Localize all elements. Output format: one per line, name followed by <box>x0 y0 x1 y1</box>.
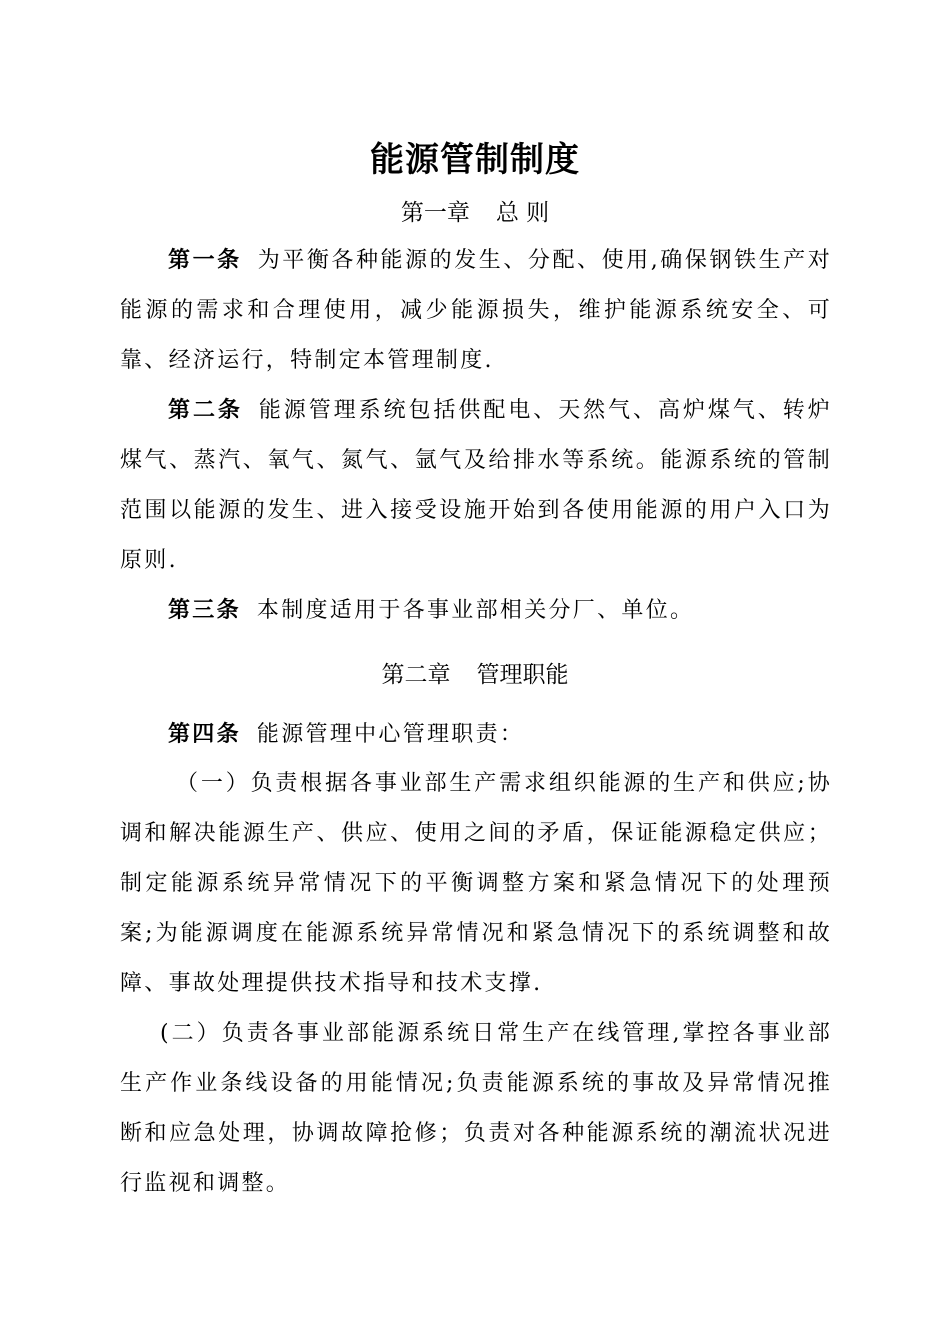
article-1 <box>120 235 832 386</box>
article-4-text: 能源管理中心管理职责： <box>256 722 525 747</box>
article-4-item-2: (二）负责各事业部能源系统日常生产在线管理,掌控各事业部生产作业条线设备的用能情况;负责能源系统的事故及异常情况推断和应急处理，协调故障抢修；负责对各种能源系统的潮流状况进行监视和调整。 <box>120 1021 832 1196</box>
article-4 <box>120 709 832 760</box>
chapter-2-title: 管理职能 <box>476 662 569 688</box>
chapter-1-number: 第一章 <box>400 200 470 226</box>
chapter-1-title: 总 则 <box>495 200 550 226</box>
article-1-text: 为平衡各种能源的发生、分配、使用,确保钢铁生产对能源的需求和合理使用，减少能源损失，维护能源系统安全、可靠、经济运行，特制定本管理制度. <box>120 248 832 373</box>
article-4-item-1: （一）负责根据各事业部生产需求组织能源的生产和供应;协调和解决能源生产、供应、使用之间的矛盾，保证能源稳定供应；制定能源系统异常情况下的平衡调整方案和紧急情况下的处理预案;为能源调度在能源系统异常情况和紧急情况下的系统调整和故障、事故处理提供技术指导和技术支撑. <box>120 771 832 996</box>
article-3 <box>120 585 832 636</box>
article-3-label: 第三条 <box>168 597 241 623</box>
article-2-label: 第二条 <box>168 397 243 423</box>
chapter-1-heading <box>0 196 950 230</box>
document-title: 能源管制制度 <box>370 140 580 180</box>
article-2-text: 能源管理系统包括供配电、天然气、高炉煤气、转炉煤气、蒸汽、氧气、氮气、氩气及给排水等系统。能源系统的管制范围以能源的发生、进入接受设施开始到各使用能源的用户入口为原则. <box>120 398 832 573</box>
article-2 <box>120 385 832 586</box>
chapter-2-number: 第二章 <box>381 662 451 688</box>
article-4-label: 第四条 <box>168 721 241 747</box>
article-1-label: 第一条 <box>168 247 242 273</box>
article-3-text: 本制度适用于各事业部相关分厂、单位。 <box>256 598 695 623</box>
chapter-2-heading <box>0 658 950 692</box>
